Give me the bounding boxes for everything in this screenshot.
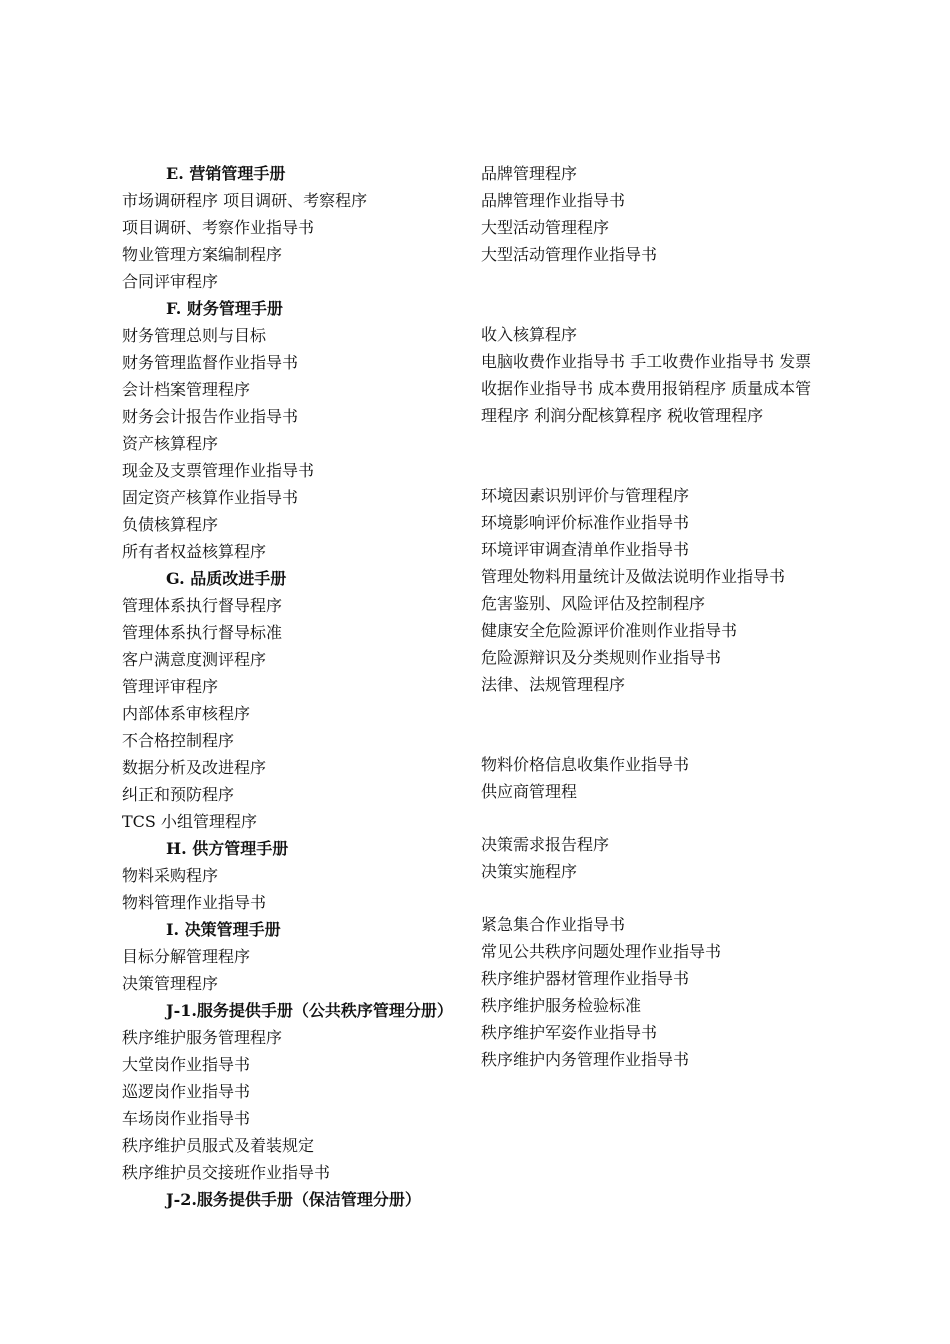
- spacer: [481, 268, 821, 295]
- spacer: [481, 885, 821, 911]
- list-item: 大型活动管理程序: [481, 218, 610, 237]
- list-item: 供应商管理程: [481, 782, 578, 801]
- list-item: 财务管理总则与目标: [122, 326, 267, 345]
- list-item: 收入核算程序: [481, 325, 578, 344]
- list-item: 决策实施程序: [481, 862, 578, 881]
- list-item: 内部体系审核程序: [122, 704, 251, 723]
- spacer: [481, 429, 821, 456]
- list-item: 纠正和预防程序: [122, 785, 235, 804]
- list-item: 管理处物料用量统计及做法说明作业指导书: [481, 567, 786, 586]
- list-item: 现金及支票管理作业指导书: [122, 461, 315, 480]
- list-item: 秩序维护服务检验标准: [481, 996, 642, 1015]
- list-item: 资产核算程序: [122, 434, 219, 453]
- list-item: 数据分析及改进程序: [122, 758, 267, 777]
- list-item: 环境因素识别评价与管理程序: [481, 486, 690, 505]
- section-heading-g: G. 品质改进手册: [166, 569, 287, 588]
- list-item: 物料价格信息收集作业指导书: [481, 755, 690, 774]
- list-item: 固定资产核算作业指导书: [122, 488, 299, 507]
- left-column: [122, 160, 452, 1213]
- list-item: 物业管理方案编制程序: [122, 245, 283, 264]
- list-item: 环境评审调查清单作业指导书: [481, 540, 690, 559]
- list-item: 不合格控制程序: [122, 731, 235, 750]
- list-item: 市场调研程序 项目调研、考察程序: [122, 191, 368, 210]
- list-item: 环境影响评价标准作业指导书: [481, 513, 690, 532]
- list-item: 物料管理作业指导书: [122, 893, 267, 912]
- spacer: [481, 456, 821, 482]
- list-item: 负债核算程序: [122, 515, 219, 534]
- list-item: 财务管理监督作业指导书: [122, 353, 299, 372]
- spacer: [481, 805, 821, 831]
- spacer: [481, 698, 821, 725]
- list-item: 危害鉴别、风险评估及控制程序: [481, 594, 706, 613]
- list-item: 财务会计报告作业指导书: [122, 407, 299, 426]
- list-item: 项目调研、考察作业指导书: [122, 218, 315, 237]
- list-item: 管理体系执行督导程序: [122, 596, 283, 615]
- list-item: 常见公共秩序问题处理作业指导书: [481, 942, 722, 961]
- list-item: 大型活动管理作业指导书: [481, 245, 658, 264]
- list-item: 品牌管理作业指导书: [481, 191, 626, 210]
- list-item: 合同评审程序: [122, 272, 219, 291]
- section-heading-j2: J-2.服务提供手册（保洁管理分册）: [166, 1190, 421, 1209]
- list-item: 所有者权益核算程序: [122, 542, 267, 561]
- list-item: 秩序维护器材管理作业指导书: [481, 969, 690, 988]
- list-item: 秩序维护内务管理作业指导书: [481, 1050, 690, 1069]
- spacer: [481, 295, 821, 321]
- spacer: [481, 725, 821, 751]
- section-heading-f: F. 财务管理手册: [166, 299, 283, 318]
- list-item: TCS 小组管理程序: [122, 812, 257, 831]
- list-item: 秩序维护军姿作业指导书: [481, 1023, 658, 1042]
- list-item: 大堂岗作业指导书: [122, 1055, 251, 1074]
- list-item: 巡逻岗作业指导书: [122, 1082, 251, 1101]
- section-heading-j1: J-1.服务提供手册（公共秩序管理分册）: [166, 1001, 453, 1020]
- list-item: 管理评审程序: [122, 677, 219, 696]
- list-item: 品牌管理程序: [481, 164, 578, 183]
- paragraph-finance-items: 电脑收费作业指导书 手工收费作业指导书 发票收据作业指导书 成本费用报销程序 质量成本管理程序 利润分配核算程序 税收管理程序: [481, 352, 812, 425]
- list-item: 健康安全危险源评价准则作业指导书: [481, 621, 738, 640]
- section-heading-i: I. 决策管理手册: [166, 920, 281, 939]
- list-item: 目标分解管理程序: [122, 947, 251, 966]
- list-item: 车场岗作业指导书: [122, 1109, 251, 1128]
- section-heading-h: H. 供方管理手册: [166, 839, 289, 858]
- list-item: 危险源辩识及分类规则作业指导书: [481, 648, 722, 667]
- list-item: 法律、法规管理程序: [481, 675, 626, 694]
- list-item: 会计档案管理程序: [122, 380, 251, 399]
- list-item: 决策需求报告程序: [481, 835, 610, 854]
- list-item: 管理体系执行督导标准: [122, 623, 283, 642]
- list-item: 决策管理程序: [122, 974, 219, 993]
- right-column: [481, 160, 821, 1073]
- list-item: 秩序维护服务管理程序: [122, 1028, 283, 1047]
- section-heading-e: E. 营销管理手册: [166, 164, 286, 183]
- list-item: 物料采购程序: [122, 866, 219, 885]
- list-item: 秩序维护员服式及着装规定: [122, 1136, 315, 1155]
- list-item: 紧急集合作业指导书: [481, 915, 626, 934]
- list-item: 秩序维护员交接班作业指导书: [122, 1163, 331, 1182]
- list-item: 客户满意度测评程序: [122, 650, 267, 669]
